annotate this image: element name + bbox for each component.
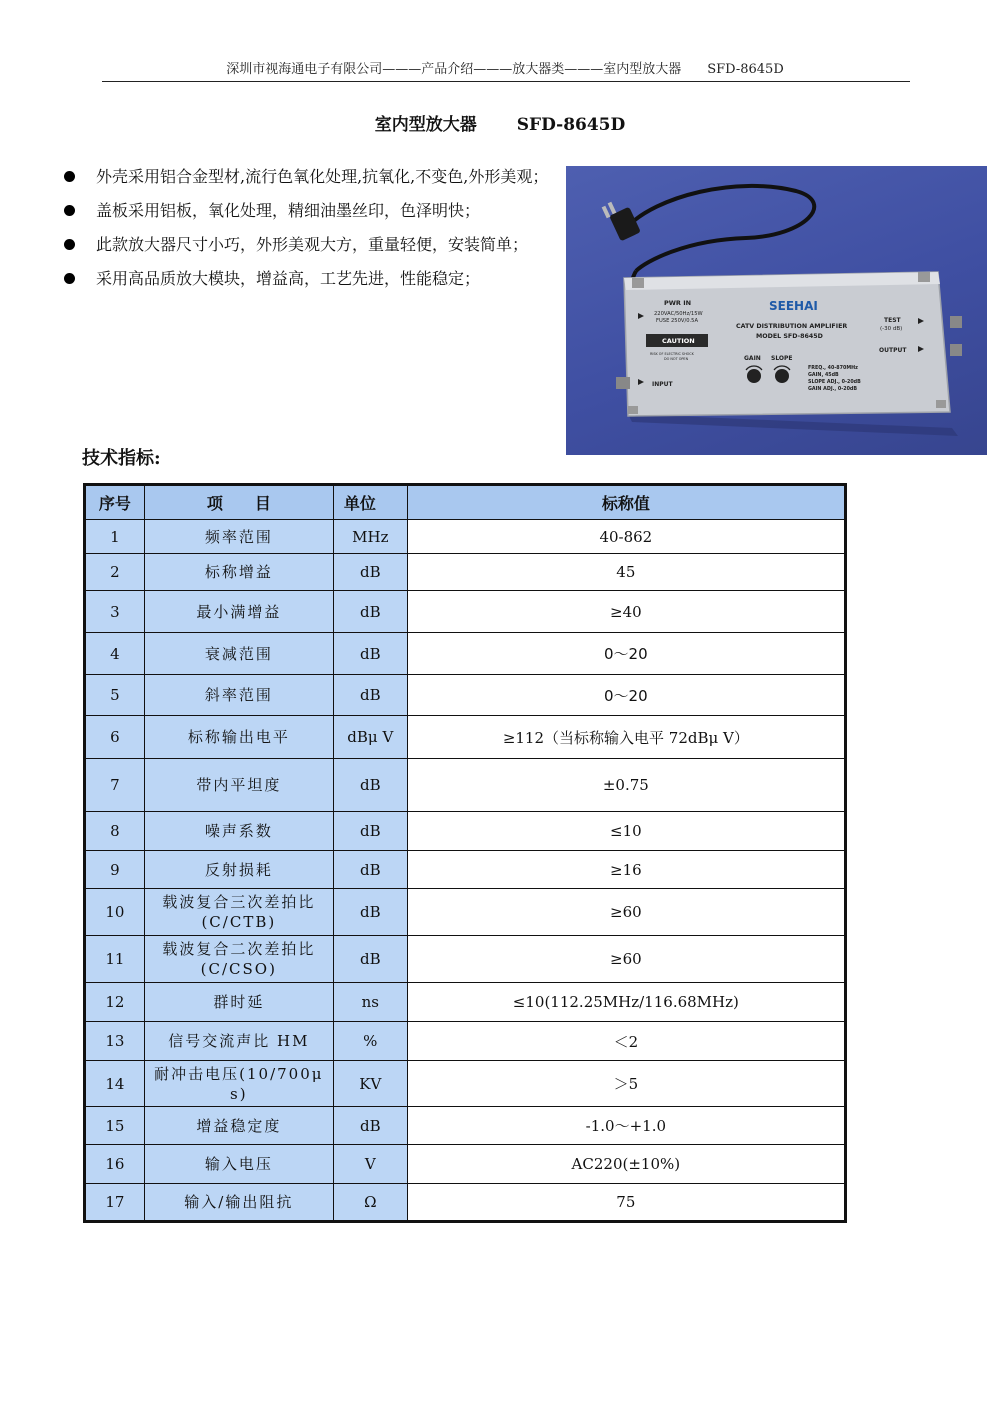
table-row	[85, 1107, 846, 1145]
page-header: 深圳市视海通电子有限公司———产品介绍———放大器类———室内型放大器 SFD-8645D	[226, 62, 784, 77]
cell-unit: dB	[333, 591, 407, 633]
cell-value: ≤10(112.25MHz/116.68MHz)	[407, 983, 845, 1022]
table-row	[85, 633, 846, 675]
cell-value: ±0.75	[407, 759, 845, 812]
cell-item: 耐冲击电压(10/700μ s)	[144, 1061, 333, 1107]
svg-text:CAUTION: CAUTION	[662, 337, 695, 345]
cell-value: 0～20	[407, 675, 845, 716]
svg-text:OUTPUT: OUTPUT	[879, 347, 907, 354]
cell-value: ≤10	[407, 812, 845, 851]
feature-text: 外壳采用铝合金型材,流行色氧化处理,抗氧化,不变色,外形美观；	[96, 167, 549, 186]
cell-item: 群时延	[144, 983, 333, 1022]
cell-unit: dB	[333, 554, 407, 591]
svg-text:SLOPE ADJ., 0-20dB: SLOPE ADJ., 0-20dB	[808, 380, 861, 385]
cell-value: 0～20	[407, 633, 845, 675]
svg-text:INPUT: INPUT	[652, 381, 673, 388]
cell-no: 6	[85, 716, 145, 759]
bullet-icon	[64, 171, 75, 182]
cell-item: 带内平坦度	[144, 759, 333, 812]
cell-no: 11	[85, 936, 145, 983]
cell-unit: dB	[333, 812, 407, 851]
feature-text: 盖板采用铝板，氧化处理，精细油墨丝印，色泽明快；	[96, 201, 481, 220]
slope-knob-icon	[775, 369, 789, 383]
table-row	[85, 1061, 846, 1107]
cell-item: 斜率范围	[144, 675, 333, 716]
table-row	[85, 889, 846, 936]
table-row	[85, 520, 846, 554]
svg-text:PWR IN: PWR IN	[664, 299, 692, 307]
cell-value: 75	[407, 1184, 845, 1222]
table-row	[85, 759, 846, 812]
header-divider	[102, 81, 910, 82]
svg-text:GAIN, 45dB: GAIN, 45dB	[808, 373, 839, 378]
feature-text: 采用高品质放大模块，增益高，工艺先进，性能稳定；	[96, 269, 481, 288]
cell-item: 标称输出电平	[144, 716, 333, 759]
svg-text:RISK OF ELECTRIC SHOCK: RISK OF ELECTRIC SHOCK	[650, 352, 694, 356]
test-connector	[950, 316, 962, 328]
cell-value: ＞5	[407, 1061, 845, 1107]
table-row	[85, 1145, 846, 1184]
output-connector	[950, 344, 962, 356]
cell-value: ≥60	[407, 889, 845, 936]
svg-text:(-30 dB): (-30 dB)	[880, 326, 903, 332]
cell-item: 增益稳定度	[144, 1107, 333, 1145]
svg-text:MODEL SFD-8645D: MODEL SFD-8645D	[756, 333, 823, 340]
cell-value: AC220(±10%)	[407, 1145, 845, 1184]
cell-no: 14	[85, 1061, 145, 1107]
specs-heading: 技术指标:	[82, 448, 161, 469]
cell-item: 衰减范围	[144, 633, 333, 675]
feature-item	[60, 262, 550, 296]
amplifier-illustration	[566, 166, 987, 455]
table-row	[85, 1184, 846, 1222]
svg-text:FUSE 250V/0.5A: FUSE 250V/0.5A	[656, 318, 698, 324]
feature-item	[60, 228, 550, 262]
cell-item: 标称增益	[144, 554, 333, 591]
table-row	[85, 675, 846, 716]
cell-unit: dB	[333, 633, 407, 675]
spec-table	[83, 483, 847, 1223]
table-header-row	[85, 485, 846, 520]
cell-value: -1.0～+1.0	[407, 1107, 845, 1145]
table-row	[85, 554, 846, 591]
feature-list	[60, 160, 550, 296]
cell-no: 2	[85, 554, 145, 591]
table-row	[85, 983, 846, 1022]
cell-value: 40-862	[407, 520, 845, 554]
cell-item: 反射损耗	[144, 851, 333, 889]
product-photo	[566, 166, 987, 455]
feature-item	[60, 160, 550, 194]
input-connector	[616, 377, 630, 389]
cell-unit: dBμ V	[333, 716, 407, 759]
cell-unit: MHz	[333, 520, 407, 554]
cell-no: 7	[85, 759, 145, 812]
cell-unit: dB	[333, 759, 407, 812]
cell-unit: %	[333, 1022, 407, 1061]
cell-value: ≥40	[407, 591, 845, 633]
feature-text: 此款放大器尺寸小巧，外形美观大方，重量轻便，安装简单；	[96, 235, 529, 254]
svg-text:DO NOT OPEN: DO NOT OPEN	[664, 357, 689, 361]
svg-text:CATV DISTRIBUTION AMPLIFIER: CATV DISTRIBUTION AMPLIFIER	[736, 323, 848, 330]
cell-item: 信号交流声比 HM	[144, 1022, 333, 1061]
svg-text:TEST: TEST	[884, 317, 901, 324]
table-row	[85, 936, 846, 983]
cell-no: 15	[85, 1107, 145, 1145]
cell-value: ≥60	[407, 936, 845, 983]
cell-unit: KV	[333, 1061, 407, 1107]
feature-item	[60, 194, 550, 228]
cell-unit: dB	[333, 936, 407, 983]
svg-text:GAIN: GAIN	[744, 355, 761, 362]
cell-value: 45	[407, 554, 845, 591]
document-title	[0, 110, 1000, 135]
svg-text:GAIN ADJ., 0-20dB: GAIN ADJ., 0-20dB	[808, 387, 858, 392]
bullet-icon	[64, 205, 75, 216]
cell-item: 频率范围	[144, 520, 333, 554]
table-row	[85, 716, 846, 759]
cell-unit: dB	[333, 889, 407, 936]
cell-no: 16	[85, 1145, 145, 1184]
cell-no: 13	[85, 1022, 145, 1061]
power-cord	[626, 186, 814, 271]
gain-knob-icon	[747, 369, 761, 383]
title-model: SFD-8645D	[516, 115, 626, 135]
cell-no: 5	[85, 675, 145, 716]
title-name: 室内型放大器	[374, 115, 477, 135]
cell-value: ＜2	[407, 1022, 845, 1061]
table-row	[85, 851, 846, 889]
cell-item: 最小满增益	[144, 591, 333, 633]
table-row	[85, 1022, 846, 1061]
cell-no: 8	[85, 812, 145, 851]
cell-value: ≥16	[407, 851, 845, 889]
svg-text:SLOPE: SLOPE	[771, 355, 793, 362]
col-header-unit: 单位	[333, 485, 407, 520]
bullet-icon	[64, 239, 75, 250]
table-row	[85, 812, 846, 851]
cell-no: 1	[85, 520, 145, 554]
bullet-icon	[64, 273, 75, 284]
cell-unit: Ω	[333, 1184, 407, 1222]
col-header-no: 序号	[85, 485, 145, 520]
svg-text:FREQ., 40-870MHz: FREQ., 40-870MHz	[808, 366, 858, 371]
cell-no: 9	[85, 851, 145, 889]
table-row	[85, 591, 846, 633]
cell-unit: dB	[333, 1107, 407, 1145]
cell-item: 输入/输出阻抗	[144, 1184, 333, 1222]
cell-no: 4	[85, 633, 145, 675]
svg-text:220VAC/50Hz/15W: 220VAC/50Hz/15W	[654, 311, 703, 317]
col-header-value: 标称值	[407, 485, 845, 520]
cell-unit: dB	[333, 851, 407, 889]
cell-no: 12	[85, 983, 145, 1022]
cell-value: ≥112（当标称输入电平 72dBμ V）	[407, 716, 845, 759]
cell-unit: ns	[333, 983, 407, 1022]
cell-unit: V	[333, 1145, 407, 1184]
cell-unit: dB	[333, 675, 407, 716]
cell-no: 3	[85, 591, 145, 633]
cell-no: 10	[85, 889, 145, 936]
cell-item: 噪声系数	[144, 812, 333, 851]
cell-item: 输入电压	[144, 1145, 333, 1184]
cell-item: 载波复合二次差拍比(C/CSO)	[144, 936, 333, 983]
cell-no: 17	[85, 1184, 145, 1222]
col-header-item: 项 目	[144, 485, 333, 520]
cell-item: 载波复合三次差拍比(C/CTB)	[144, 889, 333, 936]
brand-logo: SEEHAI	[769, 299, 818, 313]
